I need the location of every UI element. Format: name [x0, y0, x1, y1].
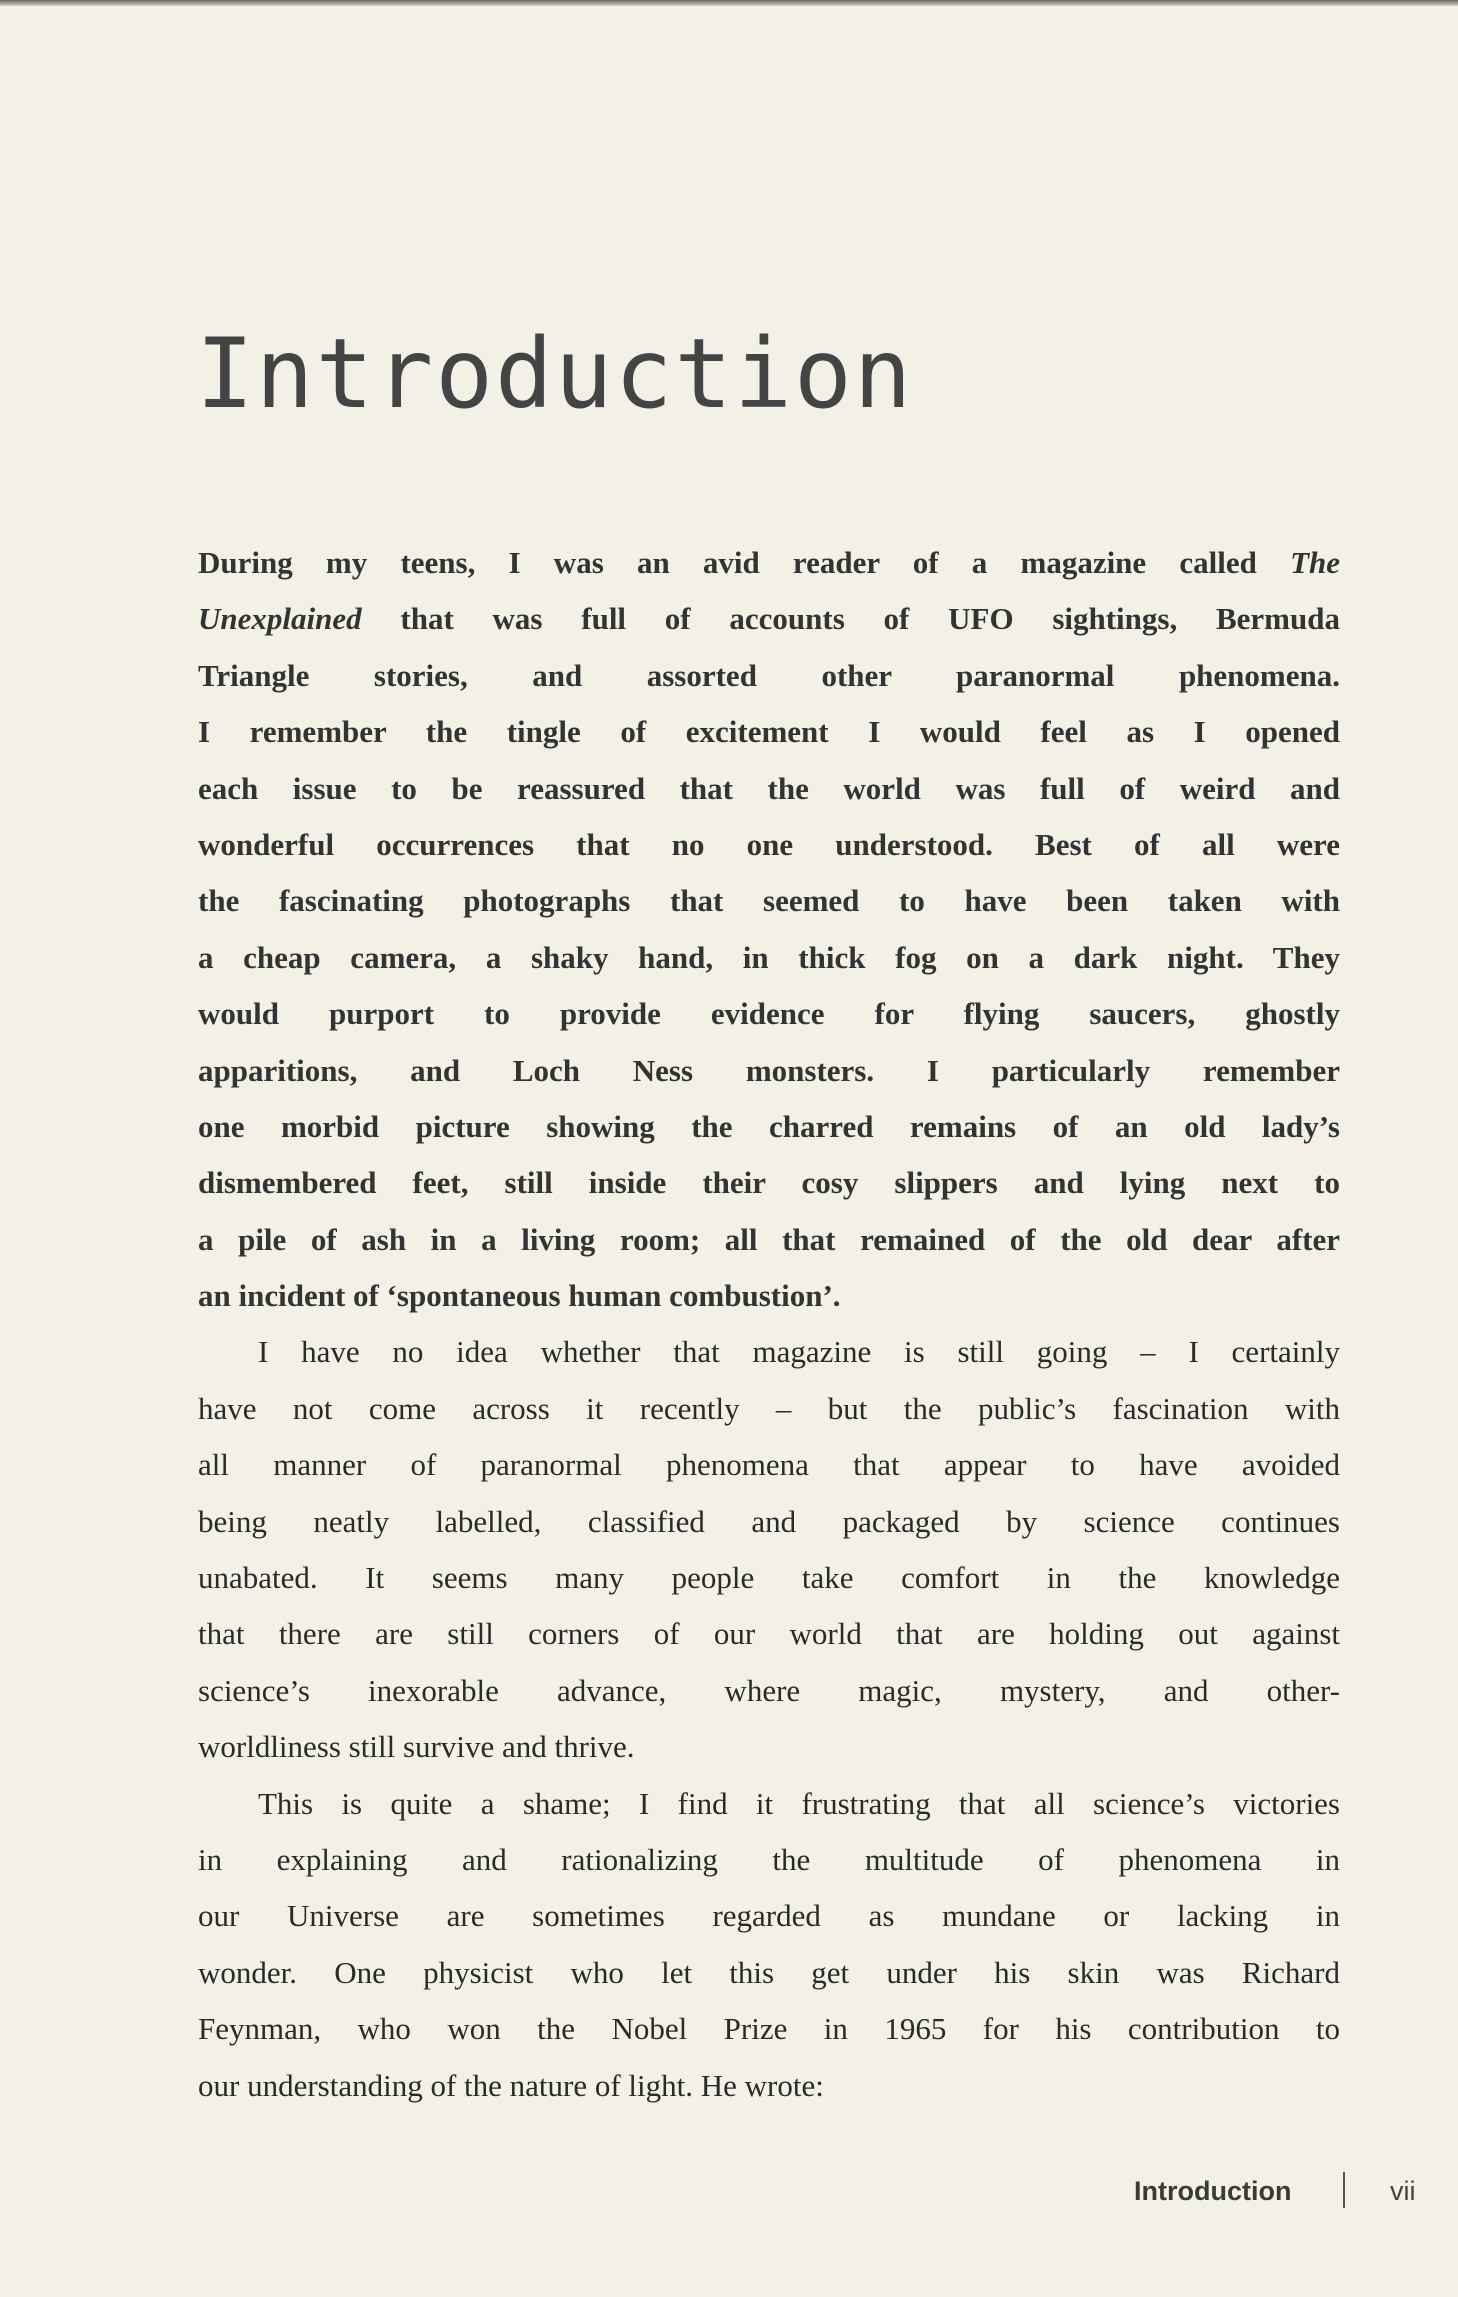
- text-line: [198, 986, 1340, 1042]
- text-line: [198, 1324, 1340, 1380]
- text-run: science’s inexorable advance, where magic, mystery, and other-: [198, 1672, 1340, 1708]
- footer-divider: [1343, 2172, 1345, 2208]
- text-run: our understanding of the nature of light. He wrote:: [198, 2067, 824, 2103]
- paragraph: [198, 535, 1340, 1324]
- text-line: [198, 1268, 1340, 1324]
- running-footer-section: Introduction: [1134, 2176, 1292, 2206]
- text-run: worldliness still survive and thrive.: [198, 1729, 635, 1765]
- text-run: each issue to be reassured that the world was full of weird and: [198, 770, 1340, 806]
- page-top-edge: [0, 0, 1458, 6]
- body-text: [198, 535, 1340, 2114]
- text-run: our Universe are sometimes regarded as mundane or lacking in: [198, 1898, 1340, 1934]
- text-line: [198, 1550, 1340, 1606]
- italic-title-text: Unexplained: [198, 601, 362, 637]
- text-run: an incident of ‘spontaneous human combustion’.: [198, 1278, 841, 1314]
- text-line: [198, 1663, 1340, 1719]
- text-run: have not come across it recently – but the public’s fascination with: [198, 1390, 1340, 1426]
- text-line: [198, 1832, 1340, 1888]
- text-line: [198, 535, 1340, 591]
- paragraph: [198, 1776, 1340, 2114]
- text-run: Triangle stories, and assorted other paranormal phenomena.: [198, 657, 1340, 693]
- text-line: [198, 1099, 1340, 1155]
- text-run: I remember the tingle of excitement I would feel as I opened: [198, 714, 1340, 750]
- text-run: unabated. It seems many people take comfort in the knowledge: [198, 1560, 1340, 1596]
- text-run: in explaining and rationalizing the multitude of phenomena in: [198, 1841, 1340, 1877]
- text-run: apparitions, and Loch Ness monsters. I particularly remember: [198, 1052, 1340, 1088]
- text-line: [198, 1776, 1340, 1832]
- text-line: [198, 2001, 1340, 2057]
- text-run: a pile of ash in a living room; all that remained of the old dear after: [198, 1221, 1340, 1257]
- italic-title-text: The: [1290, 545, 1340, 580]
- text-run: This is quite a shame; I find it frustrating that all science’s victories: [258, 1785, 1340, 1821]
- paragraph: [198, 1324, 1340, 1775]
- text-run: that was full of accounts of UFO sightings, Bermuda: [361, 601, 1340, 637]
- text-line: [198, 2058, 1340, 2114]
- text-run: the fascinating photographs that seemed to have been taken with: [198, 883, 1340, 919]
- text-run: a cheap camera, a shaky hand, in thick fog on a dark night. They: [198, 939, 1340, 975]
- text-run: Feynman, who won the Nobel Prize in 1965 for his contribution to: [198, 2011, 1340, 2047]
- text-line: [198, 591, 1340, 647]
- text-line: [198, 648, 1340, 704]
- text-run: wonder. One physicist who let this get under his skin was Richard: [198, 1954, 1340, 1990]
- text-run: being neatly labelled, classified and packaged by science continues: [198, 1503, 1340, 1539]
- text-line: [198, 1155, 1340, 1211]
- text-line: [198, 704, 1340, 760]
- text-line: [198, 817, 1340, 873]
- text-run: would purport to provide evidence for flying saucers, ghostly: [198, 996, 1340, 1032]
- chapter-heading: Introduction: [196, 318, 914, 430]
- text-run: one morbid picture showing the charred remains of an old lady’s: [198, 1108, 1340, 1144]
- text-line: [198, 1043, 1340, 1099]
- text-line: [198, 1437, 1340, 1493]
- text-run: all manner of paranormal phenomena that appear to have avoided: [198, 1447, 1340, 1483]
- text-line: [198, 1381, 1340, 1437]
- text-line: [198, 1494, 1340, 1550]
- text-run: dismembered feet, still inside their cosy slippers and lying next to: [198, 1165, 1340, 1201]
- text-run: wonderful occurrences that no one understood. Best of all were: [198, 826, 1340, 862]
- text-run: that there are still corners of our world that are holding out against: [198, 1616, 1340, 1652]
- text-line: [198, 1888, 1340, 1944]
- text-line: [198, 1945, 1340, 2001]
- text-line: [198, 1719, 1340, 1775]
- text-line: [198, 761, 1340, 817]
- page-number: vii: [1390, 2176, 1416, 2206]
- text-run: During my teens, I was an avid reader of a magazine called: [198, 545, 1291, 580]
- text-line: [198, 1212, 1340, 1268]
- text-line: [198, 1606, 1340, 1662]
- text-run: I have no idea whether that magazine is still going – I certainly: [258, 1334, 1340, 1370]
- text-line: [198, 873, 1340, 929]
- text-line: [198, 930, 1340, 986]
